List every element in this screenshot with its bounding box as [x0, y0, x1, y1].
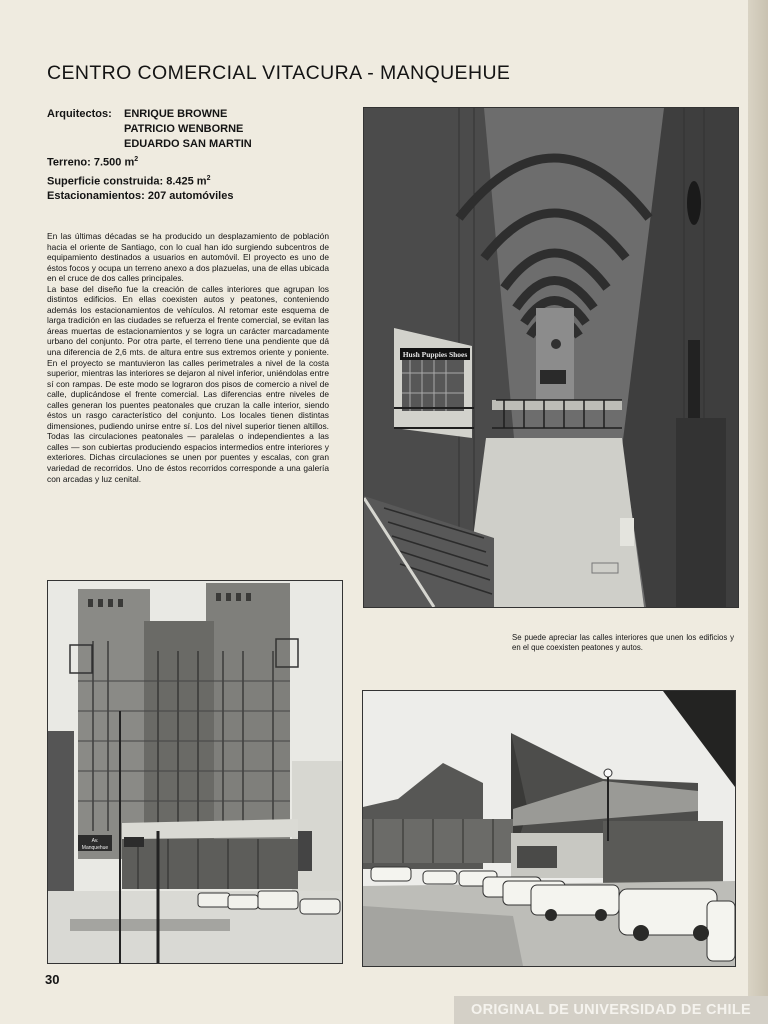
tower-photo-image — [48, 581, 342, 963]
article-title: CENTRO COMERCIAL VITACURA - MANQUEHUE — [47, 62, 511, 84]
body-paragraph: En las últimas décadas se ha producido un desplazamiento de población hacia el oriente de Santiago, con lo cual han ido surgiendo subcentros de equipamiento destinados a usuarios en automóvil. El proyecto es uno de éstos focos y ocupa un terreno anexo a dos plazuelas, una de ellas ubicada en el cruce de dos calles principales. — [47, 231, 329, 284]
square-superscript: 2 — [134, 156, 139, 163]
architect-name: EDUARDO SAN MARTIN — [124, 138, 252, 150]
body-paragraph: La base del diseño fue la creación de calles interiores que agrupan los distintos edificios. En ellas coexisten autos y peatones, conteniendo además los estacionamientos de vehículos. Al retomar este esquema de larga tradición en las ciudades se refuerza el frente comercial, se evitan las áreas muertas de estacionamientos y se logra un carácter marcadamente urbano del conjunto. Por otra parte, el terreno tiene una pendiente que dá una diferencia de 2,6 mts. de altura entre sus extremos oriente y poniente. En el proyecto se mantuvieron las calles perimetrales a nivel de la costa superior, mientras las interiores se dejaron al nivel inferior, uniéndolas entre sí con rampas. De este modo se lograron dos pisos de comercio a nivel de calle, duplicándose el frente comercial. Las diferencias entre niveles de calles generan los puentes peatonales que cruzan la calle interior, siendo éstos un rasgo característico del conjunto. Los locales tienen distintas dimensiones, pudiendo unirse entre sí. Los del nivel superior tienen altillos. Todas las circulaciones peatonales — paralelas o independientes a las calles — son cubiertas produciendo espacios intermedios entre interiores y exteriores. Dichas circulaciones se unen por puentes y escalas, con gran variedad de recorridos. Uno de éstos recorridos corresponde a una galería con arcadas y luz cenital. — [47, 283, 329, 484]
built-area-value: 8.425 m — [166, 175, 207, 188]
terrain-label: Terreno: — [47, 156, 91, 169]
article-body — [47, 231, 329, 484]
square-superscript: 2 — [206, 174, 211, 182]
architects-label: Arquitectos: — [47, 108, 112, 120]
shop-sign-text: Hush Puppies Shoes — [402, 350, 468, 359]
parking-row — [47, 189, 252, 204]
street-photo-image — [363, 691, 735, 966]
architects-row — [47, 107, 252, 122]
archive-watermark: ORIGINAL DE UNIVERSIDAD DE CHILE — [454, 996, 768, 1024]
parking-label: Estacionamientos: — [47, 190, 145, 203]
street-sign-bottom: Manquehue — [81, 845, 109, 851]
arcade-gallery-photo — [363, 107, 739, 608]
arcade-photo-image — [364, 108, 738, 607]
terrain-row — [47, 152, 252, 171]
interior-street-photo — [362, 690, 736, 967]
page-edge — [748, 0, 768, 1024]
street-sign-top: Av. — [91, 838, 99, 844]
parking-value: 207 automóviles — [147, 190, 234, 203]
tower-building-photo — [47, 580, 343, 964]
architect-name: ENRIQUE BROWNE — [124, 108, 228, 120]
built-area-label: Superficie construida: — [47, 175, 164, 188]
terrain-value: 7.500 m — [93, 156, 135, 169]
architect-name: PATRICIO WENBORNE — [124, 123, 244, 135]
page-number: 30 — [45, 972, 60, 987]
built-area-row — [47, 171, 252, 190]
photo-caption: Se puede apreciar las calles interiores que unen los edificios y en el que coexisten peatones y autos. — [512, 633, 734, 652]
project-credits — [47, 107, 252, 204]
